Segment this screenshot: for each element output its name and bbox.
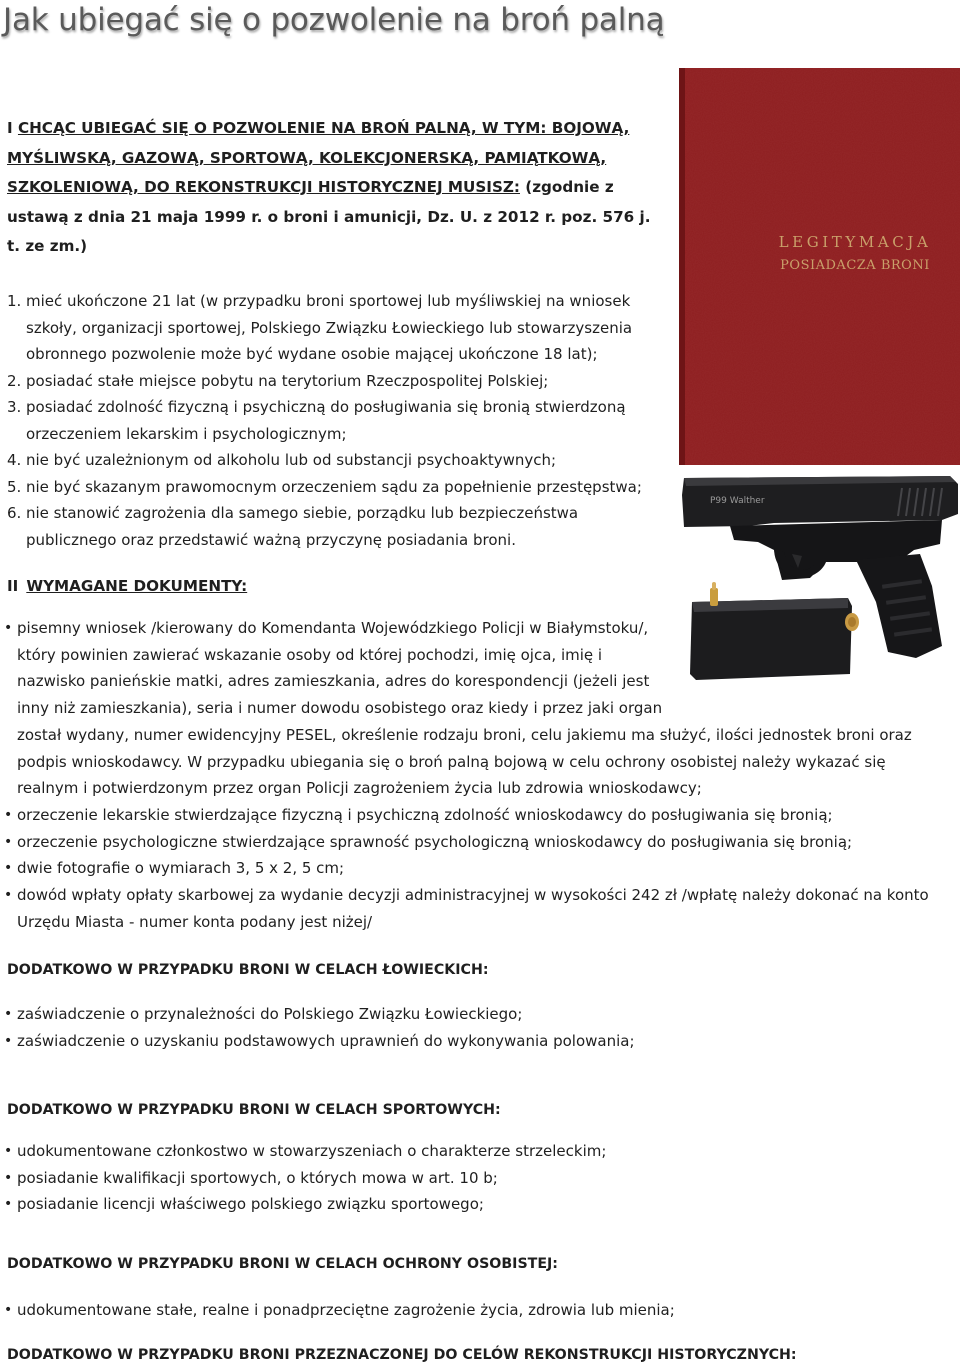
list-item-line: realnym i potwierdzonym przez organ Policji zagrożeniem życia lub zdrowia wnioskodawcy; <box>17 779 702 798</box>
requirement-number: 1. <box>7 292 22 310</box>
requirement-text: nie stanowić zagrożenia dla samego siebie, porządku lub bezpieczeństwa publicznego oraz przedstawić ważną przyczynę posiadania broni. <box>26 504 579 549</box>
firearm-license-book-image <box>679 68 960 465</box>
list-item: • orzeczenie lekarskie stwierdzające fizyczną i psychiczną zdolność wnioskodawcy do posługiwania się bronią; <box>4 802 949 829</box>
requirements-list <box>7 288 667 553</box>
book-title-line2: POSIADACZA BRONI <box>780 258 930 273</box>
list-item-line: który powinien zawierać wskazanie osoby od której pochodzi, imię ojca, imię i <box>17 645 603 664</box>
list-item: • zaświadczenie o przynależności do Polskiego Związku Łowieckiego; <box>4 1001 949 1028</box>
requirement-text: mieć ukończone 21 lat (w przypadku broni sportowej lub myśliwskiej na wniosek szkoły, organizacji sportowej, Polskiego Związku Łowieckiego lub stowarzyszenia obronnego pozwolenie może być wydane osobie mającej ukończone 18 lat); <box>26 292 633 363</box>
requirement-item <box>7 368 667 395</box>
requirement-item <box>7 447 667 474</box>
requirement-text: nie być skazanym prawomocnym orzeczeniem sądu za popełnienie przestępstwa; <box>26 477 642 496</box>
section-number: II <box>7 577 19 595</box>
requirement-number: 2. <box>7 371 22 390</box>
list-item: • udokumentowane członkostwo w stowarzyszeniach o charakterze strzeleckim; <box>4 1138 949 1165</box>
documents-heading <box>7 573 247 599</box>
list-item: • zaświadczenie o uzyskaniu podstawowych uprawnień do wykonywania polowania; <box>4 1028 949 1055</box>
requirement-number: 4. <box>7 451 22 469</box>
list-item: • orzeczenie psychologiczne stwierdzające sprawność psychologiczną wnioskodawcy do posługiwania się bronią; <box>4 829 949 856</box>
requirement-text: nie być uzależnionym od alkoholu lub od substancji psychoaktywnych; <box>26 451 557 469</box>
protection-list <box>4 1297 949 1324</box>
book-title-line1: LEGITYMACJA <box>778 233 932 251</box>
requirement-number: 3. <box>7 398 22 416</box>
list-item-line: nazwisko panieńskie matki, adres zamieszkania, adres do korespondencji (jeżeli jest <box>17 672 650 691</box>
pistol-image <box>670 470 960 685</box>
reconstruction-heading: DODATKOWO W PRZYPADKU BRONI PRZEZNACZONEJ DO CELÓW REKONSTRUKCJI HISTORYCZNYCH: <box>7 1347 797 1363</box>
requirement-item <box>7 474 667 501</box>
protection-heading: DODATKOWO W PRZYPADKU BRONI W CELACH OCHRONY OSOBISTEJ: <box>7 1256 558 1272</box>
list-item-line: • pisemny wniosek /kierowany do Komendanta Wojewódzkiego Policji w Białymstoku/, <box>17 619 649 637</box>
section-number: I <box>7 119 13 137</box>
list-item: • dowód wpłaty opłaty skarbowej za wydanie decyzji administracyjnej w wysokości 242 zł /wpłatę należy dokonać na konto Urzędu Miasta - numer konta podany jest niżej/ <box>4 882 949 935</box>
requirement-item <box>7 500 667 553</box>
intro-legal-basis: (zgodnie z ustawą z dnia 21 maja 1999 r. o broni i amunicji, Dz. U. z 2012 r. poz. 576 j. t. ze zm.) <box>7 178 651 255</box>
list-item: • udokumentowane stałe, realne i ponadprzeciętne zagrożenie życia, zdrowia lub mienia; <box>4 1297 949 1324</box>
sport-heading: DODATKOWO W PRZYPADKU BRONI W CELACH SPORTOWYCH: <box>7 1102 501 1118</box>
hunting-heading: DODATKOWO W PRZYPADKU BRONI W CELACH ŁOWIECKICH: <box>7 962 489 978</box>
requirement-item <box>7 394 667 447</box>
requirement-text: posiadać zdolność fizyczną i psychiczną do posługiwania się bronią stwierdzoną orzeczeniem lekarskim i psychologicznym; <box>26 398 626 443</box>
list-item-line: inny niż zamieszkania), seria i numer dowodu osobistego oraz kiedy i przez jaki organ <box>17 699 663 718</box>
sport-list <box>4 1138 949 1218</box>
pistol-engraving: P99 Walther <box>710 496 765 506</box>
requirement-text: posiadać stałe miejsce pobytu na terytorium Rzeczpospolitej Polskiej; <box>26 371 549 390</box>
documents-heading-text: WYMAGANE DOKUMENTY: <box>26 577 248 595</box>
requirement-number: 6. <box>7 504 22 522</box>
hunting-list <box>4 1001 949 1054</box>
requirement-number: 5. <box>7 477 22 496</box>
list-item: • dwie fotografie o wymiarach 3, 5 x 2, 5 cm; <box>4 855 949 882</box>
intro-heading: CHCĄC UBIEGAĆ SIĘ O POZWOLENIE NA BROŃ PALNĄ, W TYM: BOJOWĄ, MYŚLIWSKĄ, GAZOWĄ, SPORTOWĄ, KOLEKCJONERSKĄ, PAMIĄTKOWĄ, SZKOLENIOWĄ, DO REKONSTRUKCJI HISTORYCZNEJ MUSISZ: <box>7 119 630 196</box>
list-item: • posiadanie licencji właściwego polskiego związku sportowego; <box>4 1191 949 1218</box>
requirement-item <box>7 288 667 368</box>
list-item-line: podpis wnioskodawcy. W przypadku ubiegania się o broń palną bojową w celu ochrony osobistej należy wykazać się <box>17 752 886 771</box>
list-item: • posiadanie kwalifikacji sportowych, o których mowa w art. 10 b; <box>4 1165 949 1192</box>
intro-section <box>7 114 662 262</box>
list-item-line: został wydany, numer ewidencyjny PESEL, określenie rodzaju broni, celu jakiemu ma służyć, ilości jednostek broni oraz <box>17 725 912 744</box>
page-title: Jak ubiegać się o pozwolenie na broń palną <box>3 2 665 38</box>
